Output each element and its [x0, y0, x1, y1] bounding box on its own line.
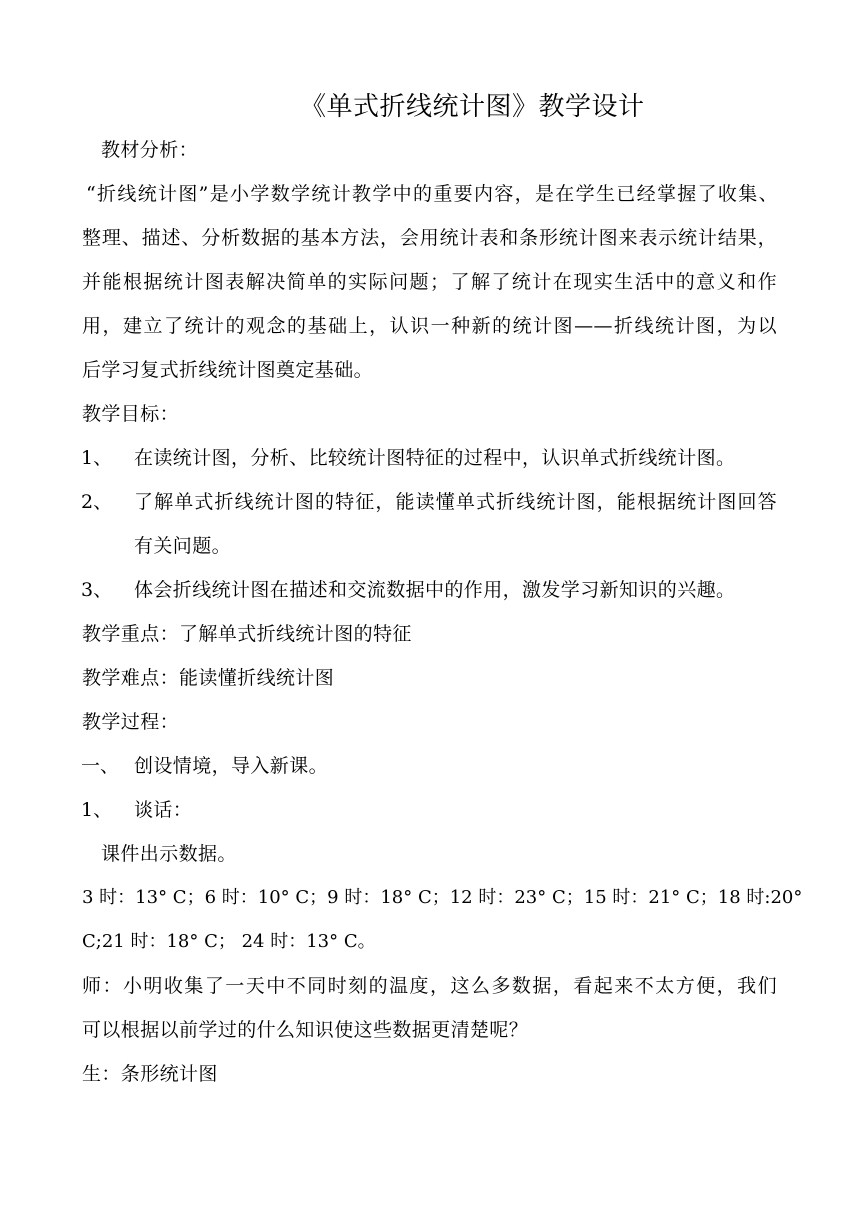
- step-number: 1、: [81, 799, 113, 821]
- analysis-line-5: 后学习复式折线统计图奠定基础。: [82, 359, 374, 381]
- section-number: 一、: [81, 755, 120, 777]
- temperature-data-line-1: 3 时：13° C；6 时：10° C；9 时：18° C；12 时：23° C；15 时：21° C；18 时:20°: [82, 887, 803, 908]
- temperature-data-line-2: C;21 时：18° C； 24 时：13° C。: [82, 931, 376, 952]
- difficulty: 教学难点：能读懂折线统计图: [82, 667, 335, 689]
- analysis-line-4: 用，建立了统计的观念的基础上，认识一种新的统计图——折线统计图，为以: [82, 315, 777, 337]
- student-answer: 生：条形统计图: [82, 1063, 218, 1085]
- step-title: 谈话：: [134, 799, 193, 821]
- analysis-line-2: 整理、描述、分析数据的基本方法，会用统计表和条形统计图来表示统计结果，: [82, 227, 777, 249]
- objective-number: 1、: [81, 447, 113, 469]
- objective-text: 在读统计图，分析、比较统计图特征的过程中，认识单式折线统计图。: [134, 447, 736, 469]
- objective-number: 3、: [81, 579, 113, 601]
- teacher-line-1: 师：小明收集了一天中不同时刻的温度，这么多数据，看起来不太方便，我们: [82, 975, 777, 997]
- section-title: 创设情境，导入新课。: [134, 755, 329, 777]
- analysis-heading: 教材分析：: [101, 139, 199, 161]
- objective-number: 2、: [81, 491, 113, 513]
- courseware-note: 课件出示数据。: [101, 843, 237, 865]
- objective-text: 体会折线统计图在描述和交流数据中的作用，激发学习新知识的兴趣。: [134, 579, 736, 601]
- process-heading: 教学过程：: [82, 711, 180, 733]
- objective-text: 了解单式折线统计图的特征，能读懂单式折线统计图，能根据统计图回答: [134, 491, 777, 513]
- analysis-line-1: “折线统计图”是小学数学统计教学中的重要内容，是在学生已经掌握了收集、: [86, 183, 778, 205]
- key-point: 教学重点：了解单式折线统计图的特征: [82, 623, 412, 645]
- objectives-heading: 教学目标：: [82, 403, 180, 425]
- teacher-line-2: 可以根据以前学过的什么知识使这些数据更清楚呢？: [82, 1019, 529, 1041]
- page-title: 《单式折线统计图》教学设计: [300, 92, 645, 122]
- objective-text-continued: 有关问题。: [134, 535, 232, 557]
- analysis-line-3: 并能根据统计图表解决简单的实际问题；了解了统计在现实生活中的意义和作: [82, 271, 777, 293]
